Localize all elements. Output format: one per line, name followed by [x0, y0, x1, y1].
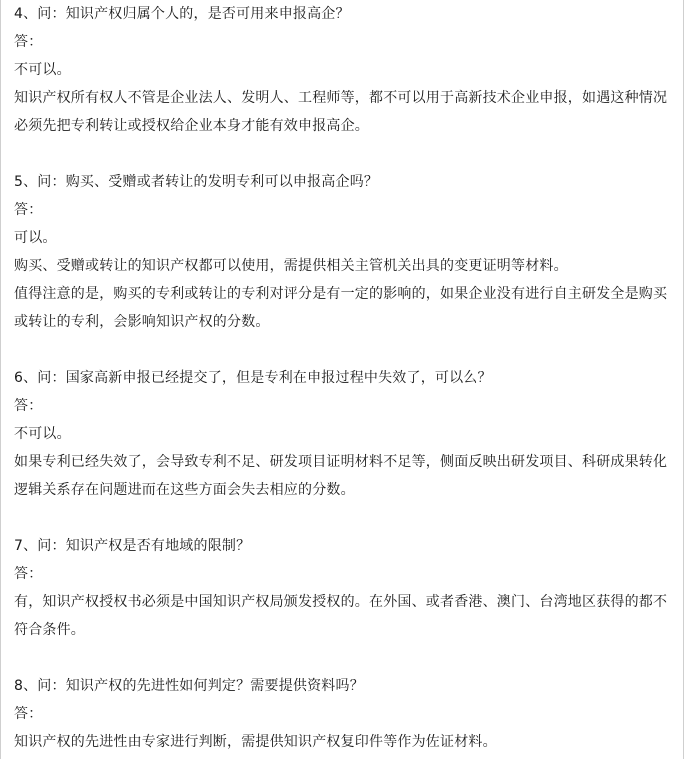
answer-label: 答： [14, 566, 43, 582]
answer-paragraph: 如果专利已经失效了，会导致专利不足、研发项目证明材料不足等，侧面反映出研发项目、科研成果转化逻辑关系存在问题进而在这些方面会失去相应的分数。 [14, 454, 668, 498]
question-text: 5、问：购买、受赠或者转让的发明专利可以申报高企吗？ [14, 174, 379, 190]
faq-content [14, 0, 676, 756]
spacer [14, 140, 676, 168]
answer-paragraph: 有，知识产权授权书必须是中国知识产权局颁发授权的。在外国、或者香港、澳门、台湾地区获得的都不符合条件。 [14, 594, 668, 638]
answer-paragraph: 可以。 [14, 230, 57, 246]
answer-label: 答： [14, 706, 43, 722]
answer-label: 答： [14, 398, 43, 414]
answer-label: 答： [14, 202, 43, 218]
spacer [14, 644, 676, 672]
spacer [14, 336, 676, 364]
question-text: 4、问：知识产权归属个人的，是否可用来申报高企？ [14, 6, 350, 22]
answer-paragraph: 知识产权所有权人不管是企业法人、发明人、工程师等，都不可以用于高新技术企业申报，如遇这种情况必须先把专利转让或授权给企业本身才能有效申报高企。 [14, 90, 668, 134]
faq-item-7 [14, 532, 676, 644]
question-text: 7、问：知识产权是否有地域的限制？ [14, 538, 251, 554]
faq-item-6 [14, 364, 676, 504]
answer-paragraph: 不可以。 [14, 426, 71, 442]
answer-paragraph: 购买、受赠或转让的知识产权都可以使用，需提供相关主管机关出具的变更证明等材料。 [14, 258, 568, 274]
answer-paragraph: 不可以。 [14, 62, 71, 78]
answer-label: 答： [14, 34, 43, 50]
answer-paragraph: 知识产权的先进性由专家进行判断，需提供知识产权复印件等作为佐证材料。 [14, 734, 497, 750]
question-text: 6、问：国家高新申报已经提交了，但是专利在申报过程中失效了，可以么？ [14, 370, 492, 386]
faq-item-4 [14, 0, 676, 140]
faq-item-5 [14, 168, 676, 336]
spacer [14, 504, 676, 532]
answer-paragraph: 值得注意的是，购买的专利或转让的专利对评分是有一定的影响的，如果企业没有进行自主研发全是购买或转让的专利，会影响知识产权的分数。 [14, 286, 668, 330]
question-text: 8、问：知识产权的先进性如何判定？需要提供资料吗？ [14, 678, 364, 694]
faq-item-8 [14, 672, 676, 756]
